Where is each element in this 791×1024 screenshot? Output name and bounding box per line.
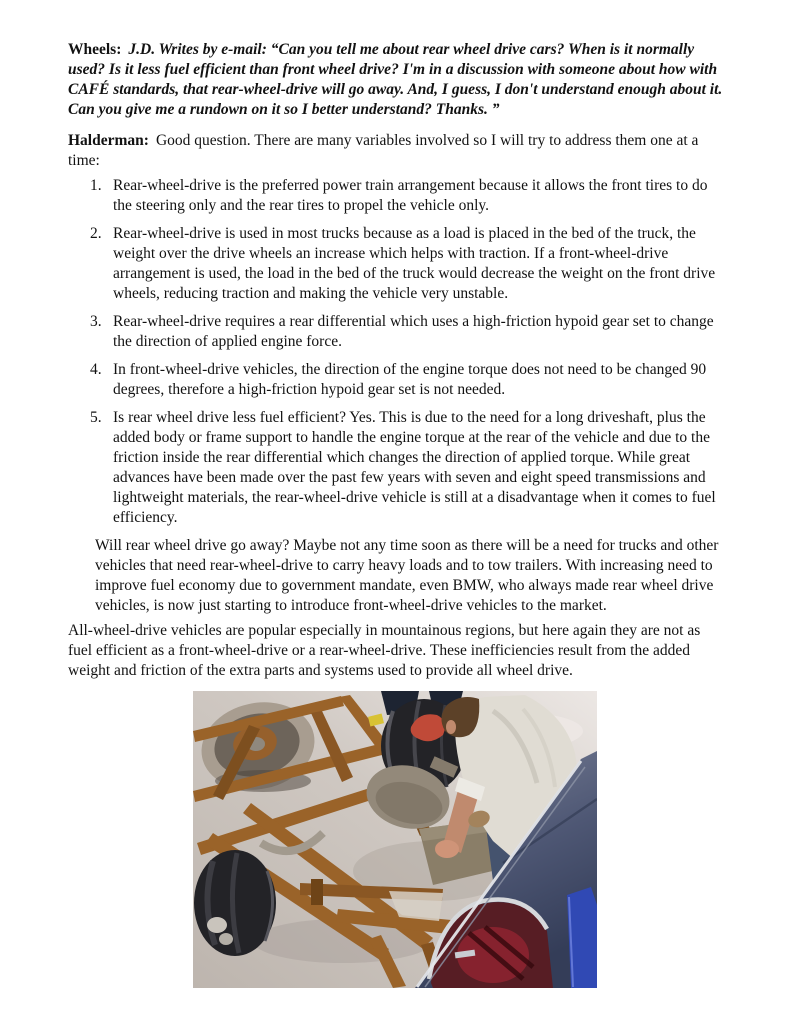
list-number: 1. bbox=[90, 177, 102, 194]
chassis-photo-graphic bbox=[193, 691, 597, 988]
list-text: Rear-wheel-drive requires a rear differential which uses a high-friction hypoid gear set to change the direction of applied engine force. bbox=[113, 313, 714, 350]
list-number: 5. bbox=[90, 409, 102, 426]
list-item bbox=[68, 312, 725, 352]
list-item bbox=[68, 176, 725, 216]
closing-paragraph: All-wheel-drive vehicles are popular especially in mountainous regions, but here again they are not as fuel efficient as a front-wheel-drive or a rear-wheel-drive. These inefficiencies result from the added weight and friction of the extra parts and systems used to provide all wheel drive. bbox=[68, 622, 701, 679]
list-item bbox=[68, 360, 725, 400]
answer-paragraph bbox=[68, 131, 725, 171]
list-number: 2. bbox=[90, 225, 102, 242]
list-item bbox=[68, 408, 725, 528]
list-text: In front-wheel-drive vehicles, the direction of the engine torque does not need to be changed 90 degrees, therefore a high-friction hypoid gear set is not needed. bbox=[113, 361, 707, 398]
list-text: Rear-wheel-drive is the preferred power train arrangement because it allows the front tires to do the steering only and the rear tires to propel the vehicle only. bbox=[113, 177, 708, 214]
list-number: 4. bbox=[90, 361, 102, 378]
numbered-list bbox=[68, 176, 725, 528]
mechanic-hand bbox=[435, 840, 459, 858]
article-body bbox=[68, 40, 725, 988]
list-number: 3. bbox=[90, 313, 102, 330]
wheels-label: Wheels: bbox=[68, 41, 122, 58]
list-item bbox=[68, 224, 725, 304]
intro-question-text: J.D. Writes by e-mail: “Can you tell me about rear wheel drive cars? When is it normally used? Is it less fuel efficient than front wheel drive? I'm in a discussion with someone about how with CAFÉ standards, that rear-wheel-drive will go away. And, I guess, I don't understand enough about it. Can you give me a rundown on it so I better understand? Thanks. ” bbox=[68, 41, 723, 118]
chassis-photo bbox=[193, 691, 597, 988]
answer-text: Good question. There are many variables involved so I will try to address them one at a time: bbox=[68, 132, 699, 169]
intro-paragraph bbox=[68, 40, 725, 120]
list-text: Is rear wheel drive less fuel efficient? Yes. This is due to the need for a long driveshaft, plus the added body or frame support to handle the engine torque at the rear of the vehicle and due to the friction inside the rear differential which changes the direction of applied torque. While great advances have been made over the past few years with seven and eight speed transmissions and lightweight materials, the rear-wheel-drive vehicle is still at a disadvantage when it comes to fuel efficiency. bbox=[113, 409, 716, 526]
halderman-label: Halderman: bbox=[68, 132, 149, 149]
followup-paragraph: Will rear wheel drive go away? Maybe not any time soon as there will be a need for trucks and other vehicles that need rear-wheel-drive to carry heavy loads and to tow trailers. With increasing need to improve fuel economy due to government mandate, even BMW, who always made rear wheel drive vehicles, is now just starting to introduce front-wheel-drive vehicles to the market. bbox=[95, 537, 719, 614]
front-tire bbox=[194, 850, 276, 956]
list-text: Rear-wheel-drive is used in most trucks because as a load is placed in the bed of the truck, the weight over the drive wheels an increase which helps with traction. If a front-wheel-drive arrangement is used, the load in the bed of the truck would decrease the weight on the front drive wheels, reducing traction and making the vehicle very unstable. bbox=[113, 225, 716, 302]
